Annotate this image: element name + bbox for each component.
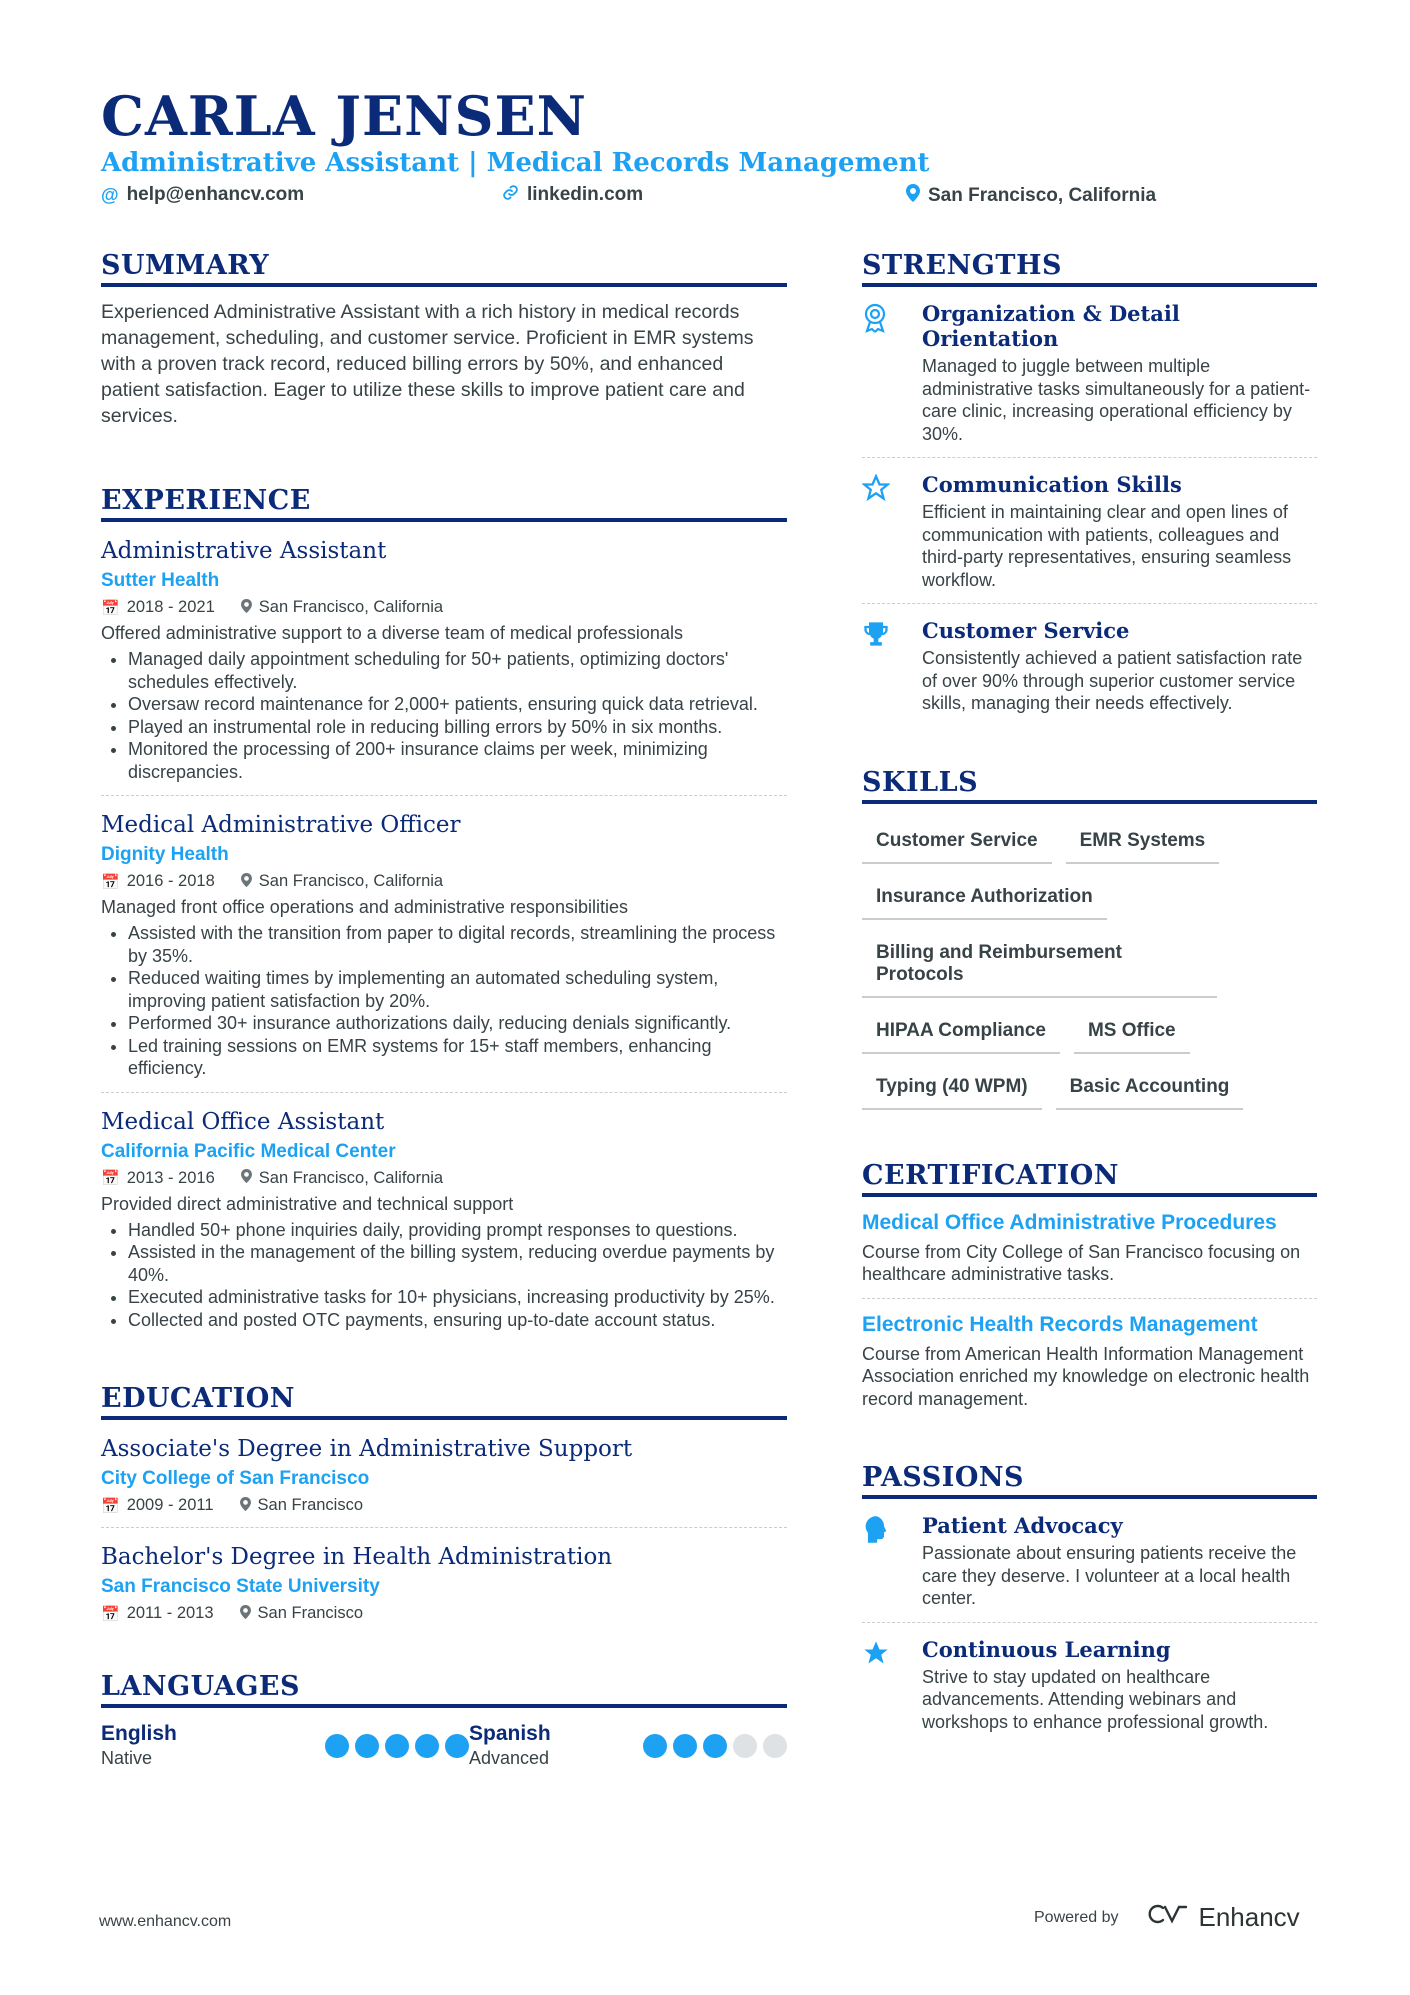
- star-outline-icon: [862, 472, 922, 591]
- left-column: [101, 250, 787, 1769]
- strength-title: Organization & Detail Orientation: [922, 301, 1180, 351]
- languages-row: [101, 1722, 787, 1769]
- skill-tag: EMR Systems: [1066, 822, 1220, 864]
- certification-desc: Course from American Health Information Management Association enriched my knowledge on electronic health record management.: [862, 1343, 1310, 1409]
- strength-title: Customer Service: [922, 618, 1130, 643]
- rating-dot-filled: [445, 1734, 469, 1758]
- job-bullets: [101, 648, 787, 783]
- education-meta: [101, 1604, 787, 1623]
- job-bullets: [101, 1219, 787, 1332]
- strengths-title: STRENGTHS: [862, 250, 1317, 287]
- brand-logo[interactable]: [1145, 1902, 1300, 1933]
- skill-tag: Customer Service: [862, 822, 1052, 864]
- languages-title: LANGUAGES: [101, 1671, 787, 1708]
- footer-website[interactable]: www.enhancv.com: [99, 1913, 232, 1930]
- bullet-item: • Executed administrative tasks for 10+ physicians, increasing productivity by 25%.: [128, 1286, 787, 1309]
- job-location: San Francisco, California: [258, 598, 444, 616]
- passion-item: [862, 1623, 1317, 1734]
- job-entry: [101, 1093, 787, 1332]
- skill-tag: Basic Accounting: [1056, 1068, 1244, 1110]
- rating-dot-filled: [703, 1734, 727, 1758]
- skill-tag: HIPAA Compliance: [862, 1012, 1060, 1054]
- passion-item: [862, 1499, 1317, 1610]
- brand-name: Enhancv: [1198, 1902, 1300, 1932]
- rating-dot-empty: [763, 1734, 787, 1758]
- skill-tag: Typing (40 WPM): [862, 1068, 1042, 1110]
- job-company: California Pacific Medical Center: [101, 1140, 396, 1162]
- skills-title: SKILLS: [862, 767, 1317, 804]
- bullet-item: • Oversaw record maintenance for 2,000+ patients, ensuring quick data retrieval.: [128, 693, 787, 716]
- experience-section: [101, 485, 787, 1331]
- education-meta: [101, 1496, 787, 1515]
- skill-tag: Billing and Reimbursement Protocols: [862, 934, 1217, 998]
- map-pin-icon: [241, 1169, 252, 1187]
- candidate-name: CARLA JENSEN: [101, 84, 588, 148]
- education-entry: [101, 1528, 787, 1623]
- calendar-icon: 📅: [101, 873, 120, 891]
- strength-title: Communication Skills: [922, 472, 1182, 497]
- linkedin-text: linkedin.com: [527, 184, 644, 205]
- powered-by-label: Powered by: [1034, 1908, 1119, 1926]
- certification-desc: Course from City College of San Francisco focusing on healthcare administrative tasks.: [862, 1241, 1301, 1284]
- strengths-section: [862, 250, 1317, 715]
- job-bullets: [101, 922, 787, 1080]
- contact-email[interactable]: [101, 184, 304, 206]
- calendar-icon: 📅: [101, 1497, 120, 1515]
- job-location: San Francisco, California: [258, 1168, 444, 1187]
- degree-title: Associate's Degree in Administrative Support: [101, 1436, 633, 1462]
- bullet-item: • Collected and posted OTC payments, ensuring up-to-date account status.: [128, 1309, 787, 1332]
- languages-section: [101, 1671, 787, 1769]
- star-icon: [862, 1637, 922, 1734]
- language-item: [101, 1722, 469, 1769]
- rating-dot-filled: [355, 1734, 379, 1758]
- job-dates: 2018 - 2021: [126, 598, 215, 616]
- certification-item: [862, 1197, 1317, 1299]
- rating-dot-filled: [325, 1734, 349, 1758]
- bullet-item: • Reduced waiting times by implementing an automated scheduling system, improving patient satisfaction by 20%.: [128, 967, 787, 1012]
- map-pin-icon: [906, 184, 920, 207]
- skill-tag: Insurance Authorization: [862, 878, 1107, 920]
- passion-desc: Passionate about ensuring patients receive the care they deserve. I volunteer at a local health center.: [922, 1543, 1297, 1608]
- passion-title: Patient Advocacy: [922, 1513, 1123, 1538]
- job-title: Medical Office Assistant: [101, 1108, 385, 1135]
- map-pin-icon: [240, 1497, 251, 1515]
- link-icon: [502, 184, 519, 206]
- bullet-item: • Played an instrumental role in reducing billing errors by 50% in six months.: [128, 716, 787, 739]
- map-pin-icon: [241, 599, 252, 617]
- job-meta: [101, 872, 787, 891]
- education-section: [101, 1383, 787, 1623]
- certification-name: Electronic Health Records Management: [862, 1312, 1258, 1336]
- passions-title: PASSIONS: [862, 1462, 1317, 1499]
- rating-dot-filled: [673, 1734, 697, 1758]
- bullet-item: • Assisted with the transition from paper to digital records, streamlining the process by 35%.: [128, 922, 787, 967]
- bullet-item: • Led training sessions on EMR systems for 15+ staff members, enhancing efficiency.: [128, 1035, 787, 1080]
- head-icon: [862, 1513, 922, 1610]
- bullet-item: • Monitored the processing of 200+ insurance claims per week, minimizing discrepancies.: [128, 738, 787, 783]
- skills-list: [862, 804, 1317, 1124]
- language-name: Spanish: [469, 1722, 551, 1745]
- strength-desc: Managed to juggle between multiple administrative tasks simultaneously for a patient-care clinic, increasing operational efficiency by 30%.: [922, 356, 1311, 444]
- contact-linkedin[interactable]: [502, 184, 643, 206]
- rating-dot-filled: [385, 1734, 409, 1758]
- education-dates: 2011 - 2013: [126, 1604, 214, 1622]
- candidate-headline: Administrative Assistant | Medical Records Management: [101, 148, 930, 178]
- education-location: San Francisco: [257, 1604, 364, 1622]
- strength-item: [862, 287, 1317, 445]
- job-company: Sutter Health: [101, 570, 220, 591]
- right-column: [862, 250, 1317, 1733]
- award-icon: [862, 301, 922, 445]
- rating-dot-filled: [643, 1734, 667, 1758]
- certification-item: [862, 1299, 1317, 1411]
- language-item: [469, 1722, 787, 1769]
- language-rating: [325, 1734, 469, 1758]
- language-name: English: [101, 1722, 177, 1745]
- bullet-item: • Assisted in the management of the billing system, reducing overdue payments by 40%.: [128, 1241, 787, 1286]
- certification-title: CERTIFICATION: [862, 1160, 1317, 1197]
- map-pin-icon: [240, 1605, 251, 1623]
- school-name: City College of San Francisco: [101, 1468, 370, 1489]
- strength-item: [862, 458, 1317, 591]
- language-level: Advanced: [469, 1748, 550, 1768]
- bullet-item: • Handled 50+ phone inquiries daily, providing prompt responses to questions.: [128, 1219, 787, 1242]
- experience-title: EXPERIENCE: [101, 485, 787, 522]
- degree-title: Bachelor's Degree in Health Administration: [101, 1544, 613, 1570]
- job-dates: 2016 - 2018: [126, 872, 215, 890]
- summary-text: Experienced Administrative Assistant with a rich history in medical records management, scheduling, and customer service. Proficient in EMR systems with a proven track record, reduced billing errors by 50%, and enhanced patient satisfaction. Eager to utilize these skills to improve patient care and services.: [101, 301, 754, 427]
- rating-dot-filled: [415, 1734, 439, 1758]
- education-location: San Francisco: [257, 1496, 364, 1514]
- job-title: Medical Administrative Officer: [101, 812, 461, 838]
- job-description: Managed front office operations and administrative responsibilities: [101, 897, 628, 917]
- rating-dot-empty: [733, 1734, 757, 1758]
- education-title: EDUCATION: [101, 1383, 787, 1420]
- job-meta: [101, 598, 787, 617]
- skill-tag: MS Office: [1074, 1012, 1190, 1054]
- certification-section: [862, 1160, 1317, 1411]
- job-entry: [101, 522, 787, 796]
- passions-section: [862, 1462, 1317, 1733]
- calendar-icon: 📅: [101, 599, 120, 617]
- job-location: San Francisco, California: [258, 872, 444, 890]
- strength-desc: Efficient in maintaining clear and open lines of communication with patients, colleagues and third-party representatives, ensuring seamless workflow.: [922, 502, 1292, 590]
- certification-name: Medical Office Administrative Procedures: [862, 1210, 1277, 1234]
- job-company: Dignity Health: [101, 844, 229, 865]
- strength-desc: Consistently achieved a patient satisfaction rate of over 90% through superior customer service skills, managing their needs effectively.: [922, 648, 1303, 713]
- language-rating: [643, 1734, 787, 1758]
- school-name: San Francisco State University: [101, 1576, 380, 1597]
- skills-section: [862, 767, 1317, 1124]
- language-level: Native: [101, 1748, 153, 1768]
- bullet-item: • Managed daily appointment scheduling for 50+ patients, optimizing doctors' schedules effectively.: [128, 648, 787, 693]
- job-dates: 2013 - 2016: [126, 1168, 215, 1187]
- at-icon: @: [101, 184, 119, 205]
- enhancv-logo-icon: [1145, 1902, 1191, 1933]
- strength-item: [862, 604, 1317, 715]
- job-meta: [101, 1169, 787, 1188]
- email-text: help@enhancv.com: [126, 184, 305, 205]
- calendar-icon: 📅: [101, 1605, 120, 1623]
- passion-title: Continuous Learning: [922, 1636, 1171, 1662]
- location-text: San Francisco, California: [928, 184, 1157, 206]
- education-entry: [101, 1420, 787, 1528]
- education-dates: 2009 - 2011: [126, 1496, 214, 1514]
- bullet-item: • Performed 30+ insurance authorizations daily, reducing denials significantly.: [128, 1012, 787, 1035]
- summary-section: [101, 250, 787, 429]
- job-title: Administrative Assistant: [101, 538, 387, 564]
- contact-location: [906, 184, 1156, 207]
- job-entry: [101, 796, 787, 1093]
- map-pin-icon: [241, 873, 252, 891]
- job-description: Offered administrative support to a diverse team of medical professionals: [101, 623, 683, 643]
- calendar-icon: 📅: [101, 1170, 120, 1187]
- footer-branding: [1034, 1902, 1300, 1933]
- summary-title: SUMMARY: [101, 250, 787, 287]
- job-description: Provided direct administrative and technical support: [101, 1193, 514, 1214]
- passion-desc: Strive to stay updated on healthcare advancements. Attending webinars and workshops to enhance professional growth.: [922, 1666, 1269, 1732]
- trophy-icon: [862, 618, 922, 715]
